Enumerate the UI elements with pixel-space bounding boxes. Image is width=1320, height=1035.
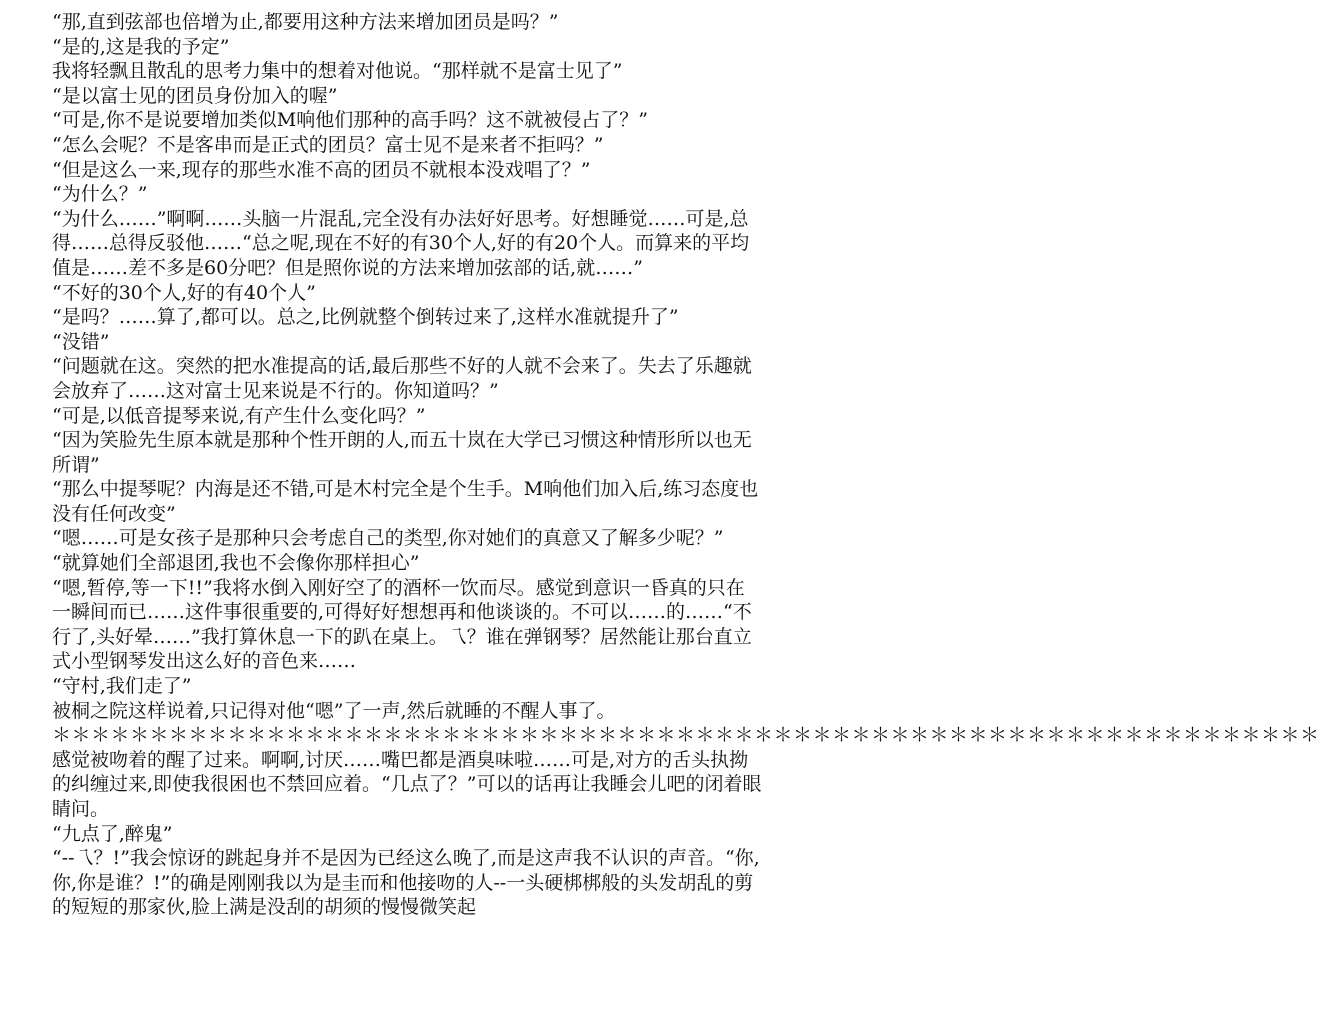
dialogue-paragraph: “为什么……”啊啊……头脑一片混乱,完全没有办法好好思考。好想睡觉……可是,总得……总得反驳他……“总之呢,现在不好的有30个人,好的有20个人。而算来的平均值是……差不多是60分吧？但是照你说的方法来增加弦部的话,就……” [52,207,750,279]
dialogue-line: “没错” [52,330,110,353]
dialogue-line: “不好的30个人,好的有40个人” [52,281,316,304]
dialogue-line: “为什么？” [52,183,148,206]
dialogue-paragraph: “问题就在这。突然的把水准提高的话,最后那些不好的人就不会来了。失去了乐趣就会放弃了……这对富士见来说是不行的。你知道吗？” [52,355,752,402]
narration-paragraph: 感觉被吻着的醒了过来。啊啊,讨厌……嘴巴都是酒臭味啦……可是,对方的舌头执拗的纠缠过来,即使我很困也不禁回应着。“几点了？”可以的话再让我睡会儿吧的闭着眼睛问。 [52,748,762,820]
document-page [52,10,1320,920]
dialogue-paragraph: “嗯,暂停,等一下!!”我将水倒入刚好空了的酒杯一饮而尽。感觉到意识一昏真的只在一瞬间而已……这件事很重要的,可得好好想想再和他谈谈的。不可以……的……“不行了,头好晕……”我打算休息一下的趴在桌上。乁？谁在弹钢琴？居然能让那台直立式小型钢琴发出这么好的音色来…… [52,576,752,673]
narration-line: 我将轻飘且散乱的思考力集中的想着对他说。“那样就不是富士见了” [52,60,623,83]
dialogue-line: “可是,你不是说要增加类似M响他们那种的高手吗？这不就被侵占了？” [52,109,648,132]
dialogue-line: “是以富士见的团员身份加入的喔” [52,84,338,107]
dialogue-line: “可是,以低音提琴来说,有产生什么变化吗？” [52,404,426,427]
dialogue-paragraph: “是吗？……算了,都可以。总之,比例就整个倒转过来了,这样水准就提升了” [52,306,679,329]
dialogue-line: “但是这么一来,现存的那些水准不高的团员不就根本没戏唱了？” [52,158,591,181]
dialogue-paragraph: “那么中提琴呢？内海是还不错,可是木村完全是个生手。M响他们加入后,练习态度也没有任何改变” [52,478,759,525]
dialogue-line: “那,直到弦部也倍增为止,都要用这种方法来增加团员是吗？” [52,11,559,33]
scene-separator: ＊＊＊＊＊＊＊＊＊＊＊＊＊＊＊＊＊＊＊＊＊＊＊＊＊＊＊＊＊＊＊＊＊＊＊＊＊＊＊＊＊＊＊＊＊＊＊＊＊＊＊＊＊＊＊＊＊＊＊＊＊＊＊＊＊ [52,724,1320,747]
dialogue-line: “守村,我们走了” [52,675,192,698]
dialogue-paragraph: “因为笑脸先生原本就是那种个性开朗的人,而五十岚在大学已习惯这种情形所以也无所谓” [52,429,752,476]
narration-line: 被桐之院这样说着,只记得对他“嗯”了一声,然后就睡的不醒人事了。 [52,699,616,722]
dialogue-line: “是的,这是我的予定” [52,35,230,58]
dialogue-line: “就算她们全部退团,我也不会像你那样担心” [52,552,420,575]
dialogue-line: “怎么会呢？不是客串而是正式的团员？富士见不是来者不拒吗？” [52,133,604,156]
dialogue-line: “九点了,醉鬼” [52,822,173,845]
dialogue-paragraph: “--乁？!”我会惊讶的跳起身并不是因为已经这么晚了,而是这声我不认识的声音。“你,你,你是谁？!”的确是刚刚我以为是圭而和他接吻的人--一头硬梆梆般的头发胡乱的剪的短短的那家伙,脸上满是没刮的胡须的慢慢微笑起 [52,847,760,919]
dialogue-paragraph: “嗯……可是女孩子是那种只会考虑自己的类型,你对她们的真意又了解多少呢？” [52,527,724,550]
